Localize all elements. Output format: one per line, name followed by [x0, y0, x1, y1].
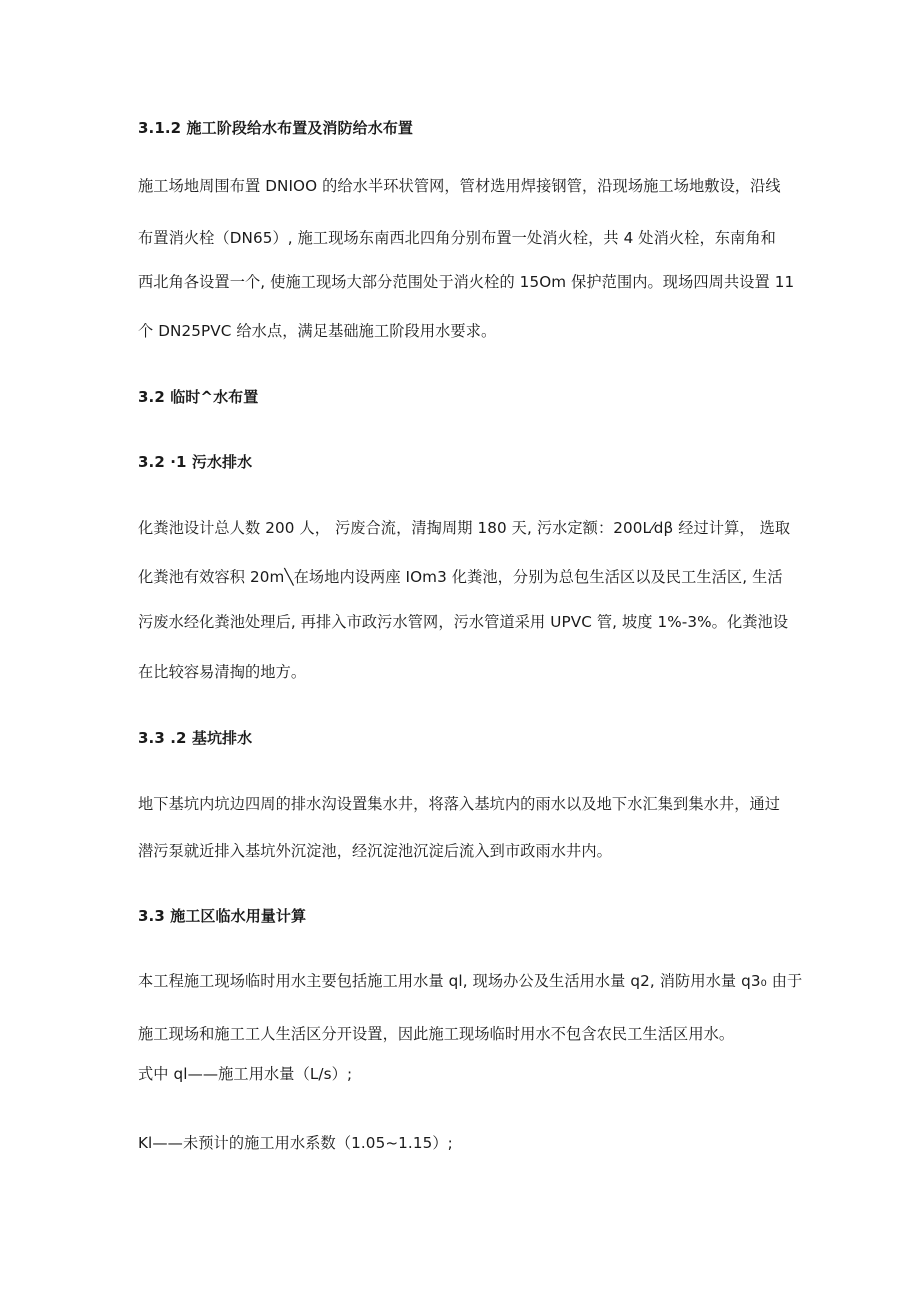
- section-3-2-1-para-line-4: 在比较容易清掏的地方。: [138, 663, 307, 681]
- section-3-3-heading: 3.3 施工区临水用量计算: [138, 907, 307, 925]
- section-3-2-1-heading: 3.2 ·1 污水排水: [138, 453, 253, 471]
- section-3-3-2-para-line-1: 地下基坑内坑边四周的排水沟设置集水井，将落入基坑内的雨水以及地下水汇集到集水井，通过: [138, 795, 781, 813]
- section-3-2-1-para-line-2: 化粪池有效容积 20m╲在场地内设两座 IOm3 化粪池，分别为总包生活区以及民工生活区, 生活: [138, 568, 783, 586]
- section-3-1-2-heading: 3.1.2 施工阶段给水布置及消防给水布置: [138, 119, 414, 137]
- section-3-3-2-heading: 3.3 .2 基坑排水: [138, 729, 253, 747]
- formula-line-q1: 式中 ql——施工用水量（L/s）;: [138, 1065, 353, 1083]
- section-3-1-2-para-line-1: 施工场地周围布置 DNIOO 的给水半环状管网，管材选用焊接钢管，沿现场施工场地敷设，沿线: [138, 177, 781, 195]
- section-3-3-para-line-1: 本工程施工现场临时用水主要包括施工用水量 ql, 现场办公及生活用水量 q2, 消防用水量 q3₀ 由于: [138, 972, 803, 990]
- formula-line-k1: Kl——未预计的施工用水系数（1.05~1.15）;: [138, 1134, 453, 1152]
- section-3-1-2-para-line-4: 个 DN25PVC 给水点，满足基础施工阶段用水要求。: [138, 322, 497, 340]
- section-3-2-1-para-line-1: 化粪池设计总人数 200 人， 污废合流，清掏周期 180 天, 污水定额：200L⁄dβ 经过计算， 选取: [138, 519, 791, 537]
- section-3-1-2-para-line-2: 布置消火栓（DN65）, 施工现场东南西北四角分别布置一处消火栓，共 4 处消火栓，东南角和: [138, 229, 776, 247]
- section-3-3-2-para-line-2: 潜污泵就近排入基坑外沉淀池，经沉淀池沉淀后流入到市政雨水井内。: [138, 842, 612, 860]
- section-3-2-1-para-line-3: 污废水经化粪池处理后, 再排入市政污水管网，污水管道采用 UPVC 管, 坡度 1%-3%。化粪池设: [138, 613, 789, 631]
- section-3-1-2-para-line-3: 西北角各设置一个, 使施工现场大部分范围处于消火栓的 15Om 保护范围内。现场四周共设置 11: [138, 273, 795, 291]
- section-3-3-para-line-2: 施工现场和施工工人生活区分开设置，因此施工现场临时用水不包含农民工生活区用水。: [138, 1025, 735, 1043]
- section-3-2-heading: 3.2 临时^水布置: [138, 388, 259, 406]
